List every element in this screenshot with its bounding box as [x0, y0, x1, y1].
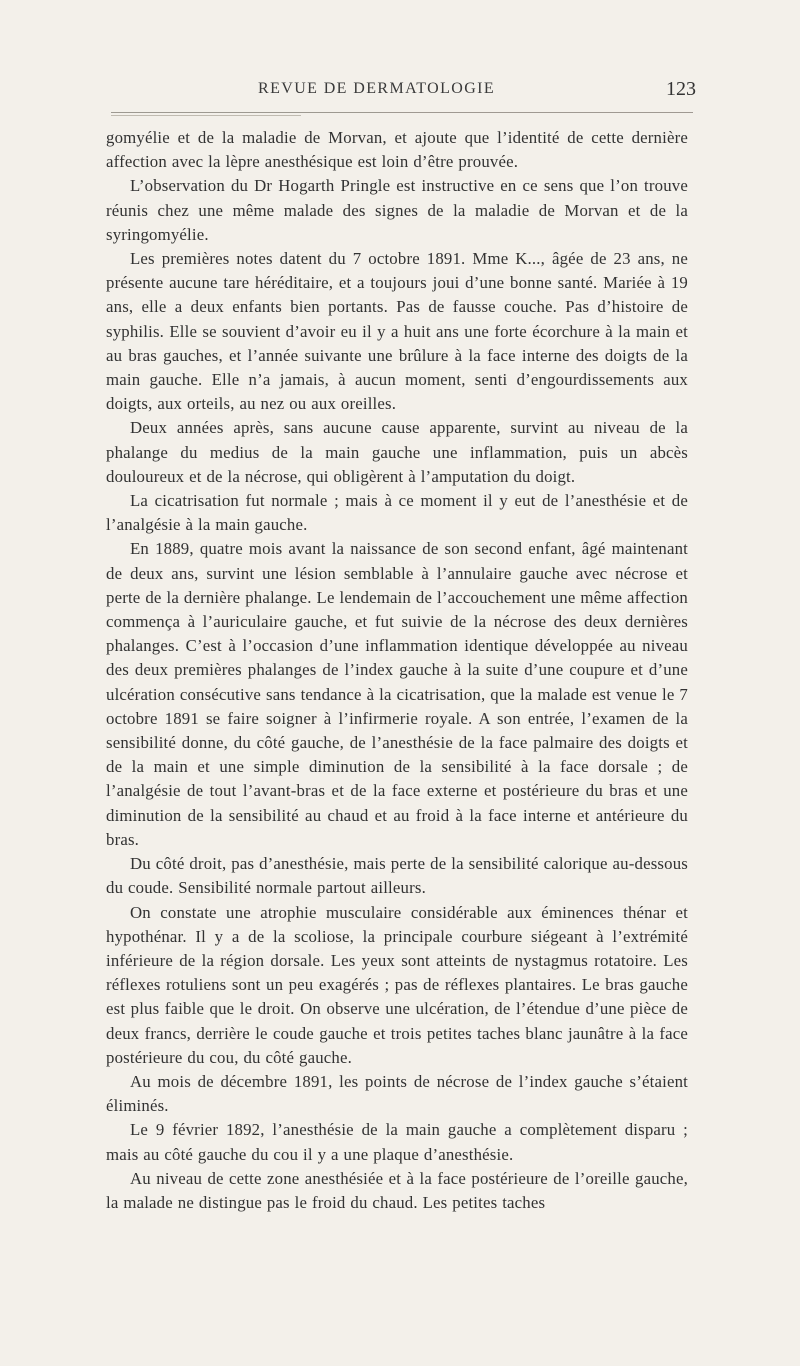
- paragraph: gomyélie et de la maladie de Morvan, et ajoute que l’identité de cette dernière affection avec la lèpre anesthésique est loin d’être prouvée.: [106, 128, 688, 172]
- running-title: REVUE DE DERMATOLOGIE: [258, 80, 496, 97]
- header-rule: [111, 112, 693, 113]
- page-header: [104, 80, 696, 108]
- paragraph: Du côté droit, pas d’anesthésie, mais perte de la sensibilité calorique au-dessous du coude. Sensibilité normale partout ailleurs.: [106, 854, 688, 898]
- paragraph: Les premières notes datent du 7 octobre 1891. Mme K..., âgée de 23 ans, ne présente aucune tare héréditaire, et a toujours joui d’une bonne santé. Mariée à 19 ans, elle a deux enfants bien portants. Pas de fausse couche. Pas d’histoire de syphilis. Elle se souvient d’avoir eu il y a huit ans une forte écorchure à la main et au bras gauches, et l’année suivante une brûlure à la face interne des doigts de la main gauche. Elle n’a jamais, à aucun moment, senti d’engourdissements aux doigts, aux orteils, au nez ou aux oreilles.: [106, 249, 688, 414]
- page-number: 123: [666, 78, 696, 100]
- paragraph: Au niveau de cette zone anesthésiée et à la face postérieure de l’oreille gauche, la malade ne distingue pas le froid du chaud. Les petites taches: [106, 1168, 688, 1212]
- paragraph: L’observation du Dr Hogarth Pringle est instructive en ce sens que l’on trouve réunis chez une même malade des signes de la maladie de Morvan et de la syringomyélie.: [106, 176, 688, 244]
- paragraph: Deux années après, sans aucune cause apparente, survint au niveau de la phalange du medius de la main gauche une inflammation, puis un abcès douloureux et de la nécrose, qui obligèrent à l’amputation du doigt.: [106, 418, 688, 486]
- paragraph: La cicatrisation fut normale ; mais à ce moment il y eut de l’anesthésie et de l’analgésie à la main gauche.: [106, 491, 688, 535]
- paragraph: Au mois de décembre 1891, les points de nécrose de l’index gauche s’étaient éliminés.: [106, 1071, 688, 1116]
- paragraph: En 1889, quatre mois avant la naissance de son second enfant, âgé maintenant de deux ans, survint une lésion semblable à l’annulaire gauche avec nécrose et perte de la dernière phalange. Le lendemain de l’accouchement une même affection commença à l’auriculaire gauche, et fut suivie de la nécrose des deux dernières phalanges. C’est à l’occasion d’une inflammation identique développée au niveau des deux premières phalanges de l’index gauche à la suite d’une coupure et d’une ulcération consécutive sans tendance à la cicatrisation, que la malade est venue le 7 octobre 1891 se faire soigner à l’infirmerie royale. A son entrée, l’examen de la sensibilité donne, du côté gauche, de l’anesthésie de la face palmaire des doigts et de la main et une simple diminution de la sensibilité à la face dorsale ; de l’analgésie de tout l’avant-bras et de la face externe et postérieure du bras et une diminution de la sensibilité au chaud et au froid à la face interne et antérieure du bras.: [106, 539, 688, 849]
- paragraph: Le 9 février 1892, l’anesthésie de la main gauche a complètement disparu ; mais au côté gauche du cou il y a une plaque d’anesthésie.: [106, 1120, 688, 1164]
- body-text: [106, 126, 688, 1215]
- paragraph: On constate une atrophie musculaire considérable aux éminences thénar et hypothénar. Il y a de la scoliose, la principale courbure siégeant à l’extrémité inférieure de la région dorsale. Les yeux sont atteints de nystagmus rotatoire. Les réflexes rotuliens sont un peu exagérés ; pas de réflexes plantaires. Le bras gauche est plus faible que le droit. On observe une ulcération, de l’étendue d’une pièce de deux francs, derrière le coude gauche et trois petites taches blanc jaunâtre à la face postérieure du cou, du côté gauche.: [106, 902, 688, 1067]
